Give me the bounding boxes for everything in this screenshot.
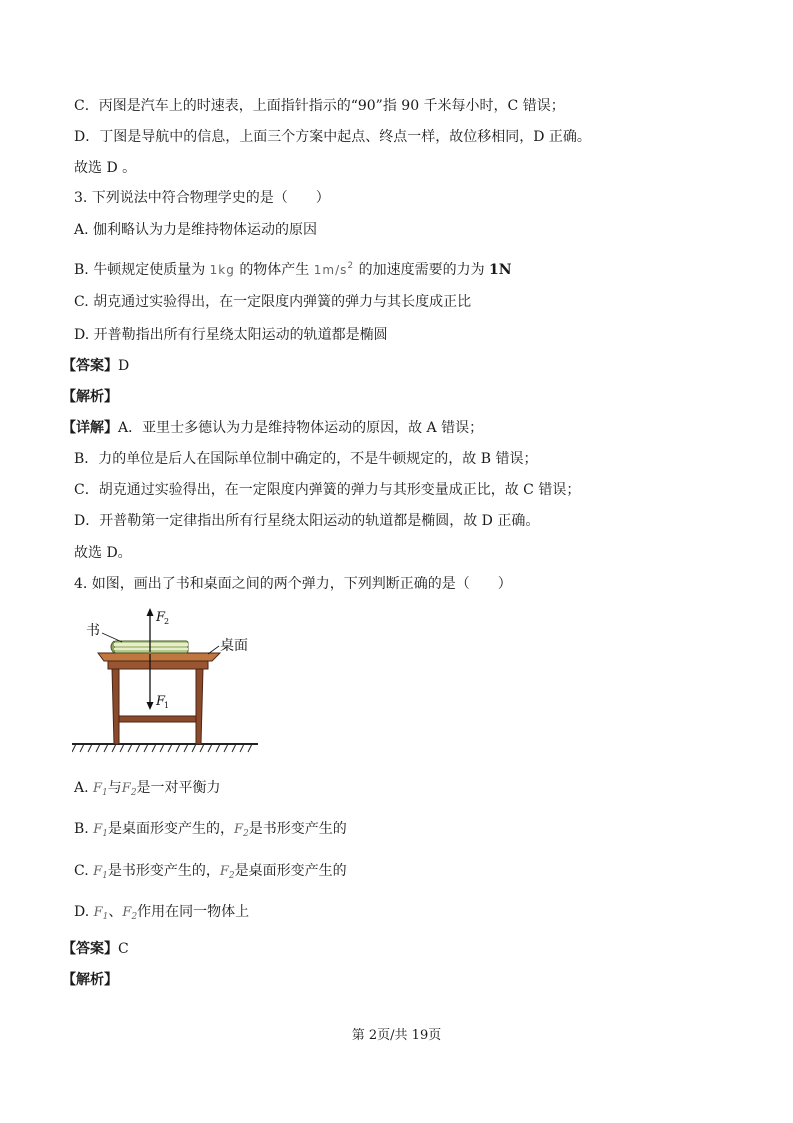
table-crossbar	[119, 716, 196, 722]
question-3-detail-a: 【详解】A．亚里士多德认为力是维持物体运动的原因，故 A 错误；	[62, 420, 484, 436]
book-leader-line	[102, 633, 122, 642]
question-3-detail-b: B．力的单位是后人在国际单位制中确定的，不是牛顿规定的，故 B 错误；	[74, 451, 538, 467]
unit-acceleration: $1m/s^2$	[313, 261, 355, 277]
table-leg-left	[112, 668, 119, 744]
question-3-stem: 3. 下列说法中符合物理学史的是（ ）	[74, 190, 330, 206]
d-previous-explanation: D．丁图是导航中的信息，上面三个方案中起点、终点一样，故位移相同，D 正确。	[74, 129, 591, 145]
unit-newton: 1N	[489, 262, 512, 278]
option-b-text-3: 的加速度需要的力为	[358, 262, 485, 278]
book-spine	[111, 641, 114, 653]
question-3-option-c: C. 胡克通过实验得出，在一定限度内弹簧的弹力与其长度成正比	[74, 294, 472, 310]
book-pages-line-2	[114, 648, 188, 650]
question-3-option-a: A. 伽利略认为力是维持物体运动的原因	[74, 222, 318, 238]
force-f1-label: F	[156, 694, 166, 709]
question-4-stem: 4. 如图，画出了书和桌面之间的两个弹力，下列判断正确的是（ ）	[74, 576, 512, 592]
question-3-detail-c: C．胡克通过实验得出，在一定限度内弹簧的弹力与其形变量成正比，故 C 错误；	[74, 482, 581, 498]
force-f2-label: F	[156, 610, 166, 625]
page-footer: 第 2页/共 19页	[351, 1028, 442, 1043]
question-4-option-b: B. $F_1$是桌面形变产生的，$F_2$是书形变产生的	[74, 821, 347, 839]
question-4-option-c: C. $F_1$是书形变产生的，$F_2$是桌面形变产生的	[74, 863, 347, 881]
question-4-answer: 【答案】C	[62, 941, 129, 957]
force-f1-arrowhead	[147, 702, 154, 710]
option-b-text-2: 的物体产生	[239, 262, 310, 278]
table-top	[98, 653, 220, 661]
question-4-option-d: D. $F_1$、$F_2$作用在同一物体上	[74, 904, 250, 922]
label-book: 书	[86, 623, 100, 639]
force-f1-subscript: 1	[164, 701, 170, 710]
question-3-option-b	[74, 256, 512, 280]
option-b-text-1: B. 牛顿规定使质量为	[74, 262, 206, 278]
question-3-detail-d: D．开普勒第一定律指出所有行星绕太阳运动的轨道都是椭圆，故 D 正确。	[74, 513, 540, 529]
force-f2-subscript: 2	[164, 617, 170, 626]
previous-choice: 故选 D 。	[74, 160, 137, 176]
question-3-analysis-tag: 【解析】	[62, 389, 118, 405]
question-3-choice: 故选 D。	[74, 545, 132, 561]
table-apron	[108, 661, 208, 669]
c-previous-explanation: C．丙图是汽车上的时速表，上面指针指示的“90”指 90 千米每小时，C 错误；	[74, 98, 565, 114]
force-f2-arrowhead	[147, 608, 154, 616]
ground-hatching	[72, 744, 252, 752]
label-table: 桌面	[220, 638, 248, 654]
book-on-table-diagram	[72, 608, 262, 754]
book-pages-line-1	[114, 643, 188, 646]
question-3-answer: 【答案】D	[62, 358, 130, 374]
question-3-option-d: D. 开普勒指出所有行星绕太阳运动的轨道都是椭圆	[74, 327, 388, 343]
question-4-option-a: A. $F_1$与$F_2$是一对平衡力	[74, 780, 221, 798]
book	[114, 641, 188, 653]
unit-kilogram: 1kg	[209, 263, 235, 277]
table-leg-right	[196, 668, 203, 744]
question-4-analysis-tag: 【解析】	[62, 972, 118, 988]
